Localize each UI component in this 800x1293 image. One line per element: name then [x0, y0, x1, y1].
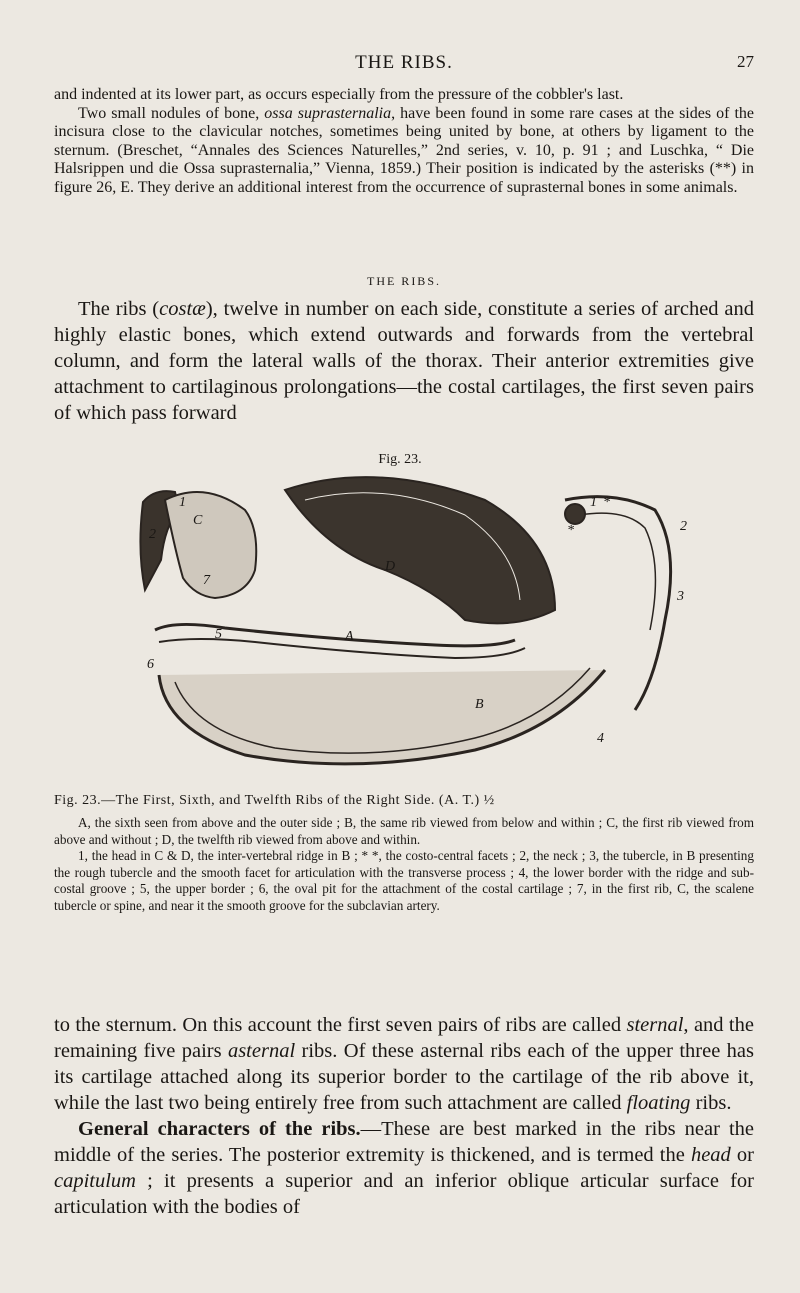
italic-term: asternal	[227, 1040, 296, 1062]
figure-label: Fig. 23.	[378, 452, 422, 467]
caption-body	[54, 815, 754, 914]
rib-A	[155, 624, 515, 645]
label-4: 4	[597, 731, 604, 746]
page-number: 27	[737, 52, 754, 71]
label-3: 3	[677, 589, 684, 604]
page-header	[54, 52, 754, 78]
italic-term: sternal	[626, 1014, 684, 1036]
para-text: ; it presents a superior and an inferior oblique articular surface for articulation with the bodies of	[54, 1170, 754, 1218]
para-text: , have been found in some rare cases at the sides of the incisura close to the clavicular notches, sometimes being united by bone, at others by ligament to the sternum. (Breschet, “Annales des Sciences Naturelles,” 2nd series, v. 10, p. 91 ; and Luschka, “ Die Halsrippen und die Ossa suprasternalia,” Vienna, 1859.) Their position is indicated by the asterisks (**) in figure 26, E. They derive an additional interest from the occurrence of suprasternal bones in some animals.	[54, 104, 755, 196]
intro-line: and indented at its lower part, as occurs especially from the pressure of the cobbler's last.	[54, 86, 624, 103]
section-heading: THE RIBS.	[366, 274, 441, 288]
para-text: ), twelve in number on each side, constitute a series of arched and highly elastic bones, which extend outwards and forwards from the vertebral column, and form the lateral walls of the thorax. Their anterior extremities give attachment to cartilaginous prolongations—the costal cartilages, the first seven pairs of which pass forward	[54, 298, 754, 424]
para-text: ribs. Of these asternal ribs each of the upper three has its cartilage attached along its superior border to the cartilage of the rib above it, while the last two being entirely free from such attachment are called	[54, 1040, 754, 1114]
letter-B: B	[475, 697, 484, 712]
suprasternal-paragraph	[54, 105, 754, 198]
section-heading-wrap	[54, 274, 754, 289]
running-title: THE RIBS.	[355, 52, 453, 73]
para-text: or	[730, 1144, 754, 1166]
bold-heading: General characters of the ribs.	[78, 1118, 361, 1140]
caption-line: 1, the head in C & D, the inter-vertebral ridge in B ; * *, the costo-central facets ; 2, the neck ; 3, the tubercle, in B presenting the rough tubercle and the smooth facet for articulation with the transverse process ; 4, the lower border with the ridge and sub-costal groove ; 5, the upper border ; 6, the oval pit for the attachment of the costal cartilage ; 7, in the first rib, C, the scalene tubercle or spine, and near it the smooth groove for the subclavian artery.	[54, 848, 754, 913]
asterisk-1: *	[603, 495, 610, 510]
letter-D: D	[385, 559, 396, 574]
italic-term: floating	[626, 1092, 691, 1114]
rib-D	[285, 477, 555, 623]
general-characters-paragraph	[54, 1116, 754, 1220]
rib-right-head	[565, 504, 585, 524]
para-text: , and the remaining five pairs	[54, 1014, 754, 1062]
para-text: Two small nodules of bone,	[78, 104, 265, 122]
para-text: ribs.	[690, 1092, 732, 1114]
figure-caption	[54, 793, 754, 914]
label-7: 7	[203, 573, 210, 588]
label-2-right: 2	[680, 519, 687, 534]
para-text: The ribs (	[78, 298, 160, 320]
italic-term: capitulum	[54, 1170, 136, 1192]
asterisk-2: *	[567, 523, 574, 538]
latin-term: costæ	[159, 298, 206, 320]
ribs-illustration	[135, 470, 695, 770]
latin-term: ossa suprasternalia	[264, 104, 392, 122]
continuation-text	[54, 1012, 754, 1220]
label-2: 2	[149, 527, 156, 542]
letter-C: C	[193, 513, 203, 528]
label-1: 1	[179, 495, 186, 510]
para-text: to the sternum. On this account the first seven pairs of ribs are called	[54, 1014, 627, 1036]
label-6: 6	[147, 657, 154, 672]
continuation-paragraph	[54, 1012, 754, 1116]
ribs-text	[54, 296, 754, 426]
caption-line: A, the sixth seen from above and the outer side ; B, the same rib viewed from below and within ; C, the first rib viewed from above and without ; D, the twelfth rib viewed from above and within.	[54, 815, 754, 847]
label-5: 5	[215, 627, 222, 642]
rib-B	[159, 670, 605, 764]
ribs-paragraph	[54, 296, 754, 426]
italic-term: head	[690, 1144, 731, 1166]
letter-A: A	[345, 629, 354, 644]
para-text: —These are best marked in the ribs near the middle of the series. The posterior extremity is thickened, and is termed the	[54, 1118, 754, 1166]
label-1-right: 1	[590, 495, 597, 510]
caption-title: Fig. 23.—The First, Sixth, and Twelfth Ribs of the Right Side. (A. T.) ½	[54, 793, 495, 808]
intro-text	[54, 86, 754, 197]
